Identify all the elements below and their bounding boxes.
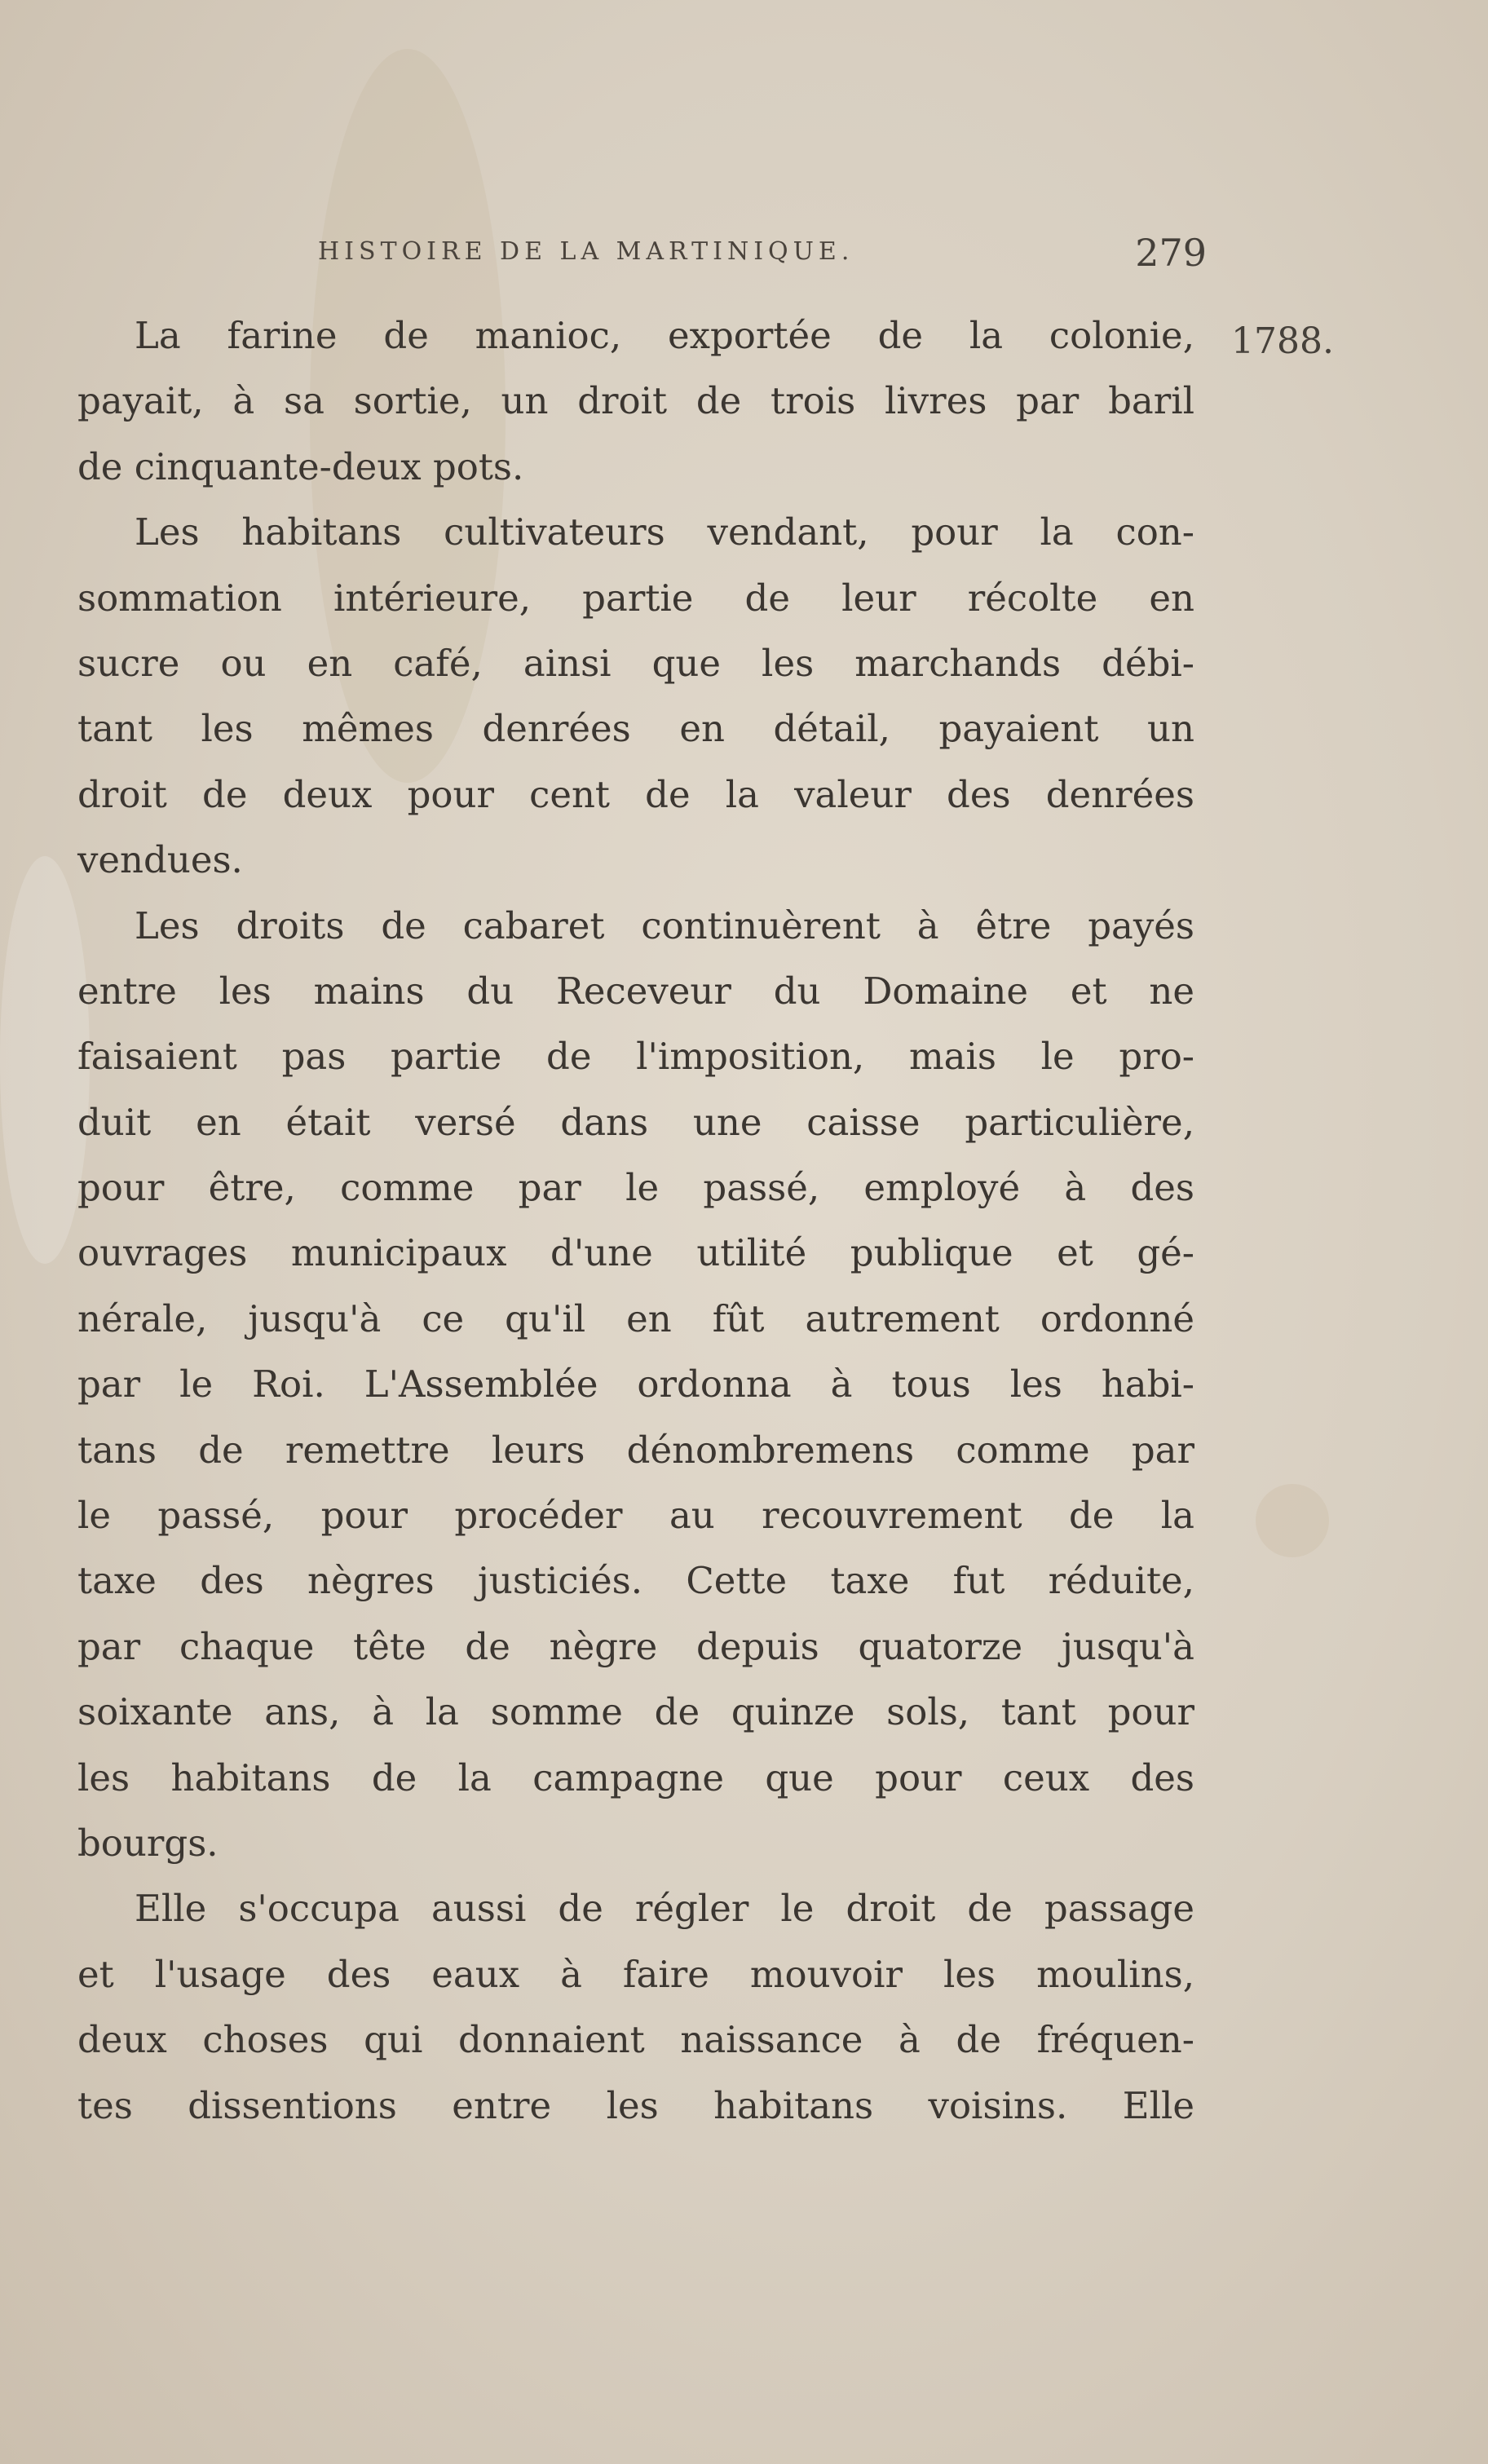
text-line: pour être, comme par le passé, employé à des [77, 1166, 1194, 1210]
text-line: deux choses qui donnaient naissance à de fréquen- [77, 2018, 1194, 2062]
margin-year-note: 1788. [1231, 320, 1334, 362]
text-line: vendues. [77, 838, 243, 882]
text-line: de cinquante-deux pots. [77, 444, 524, 488]
text-line: sommation intérieure, partie de leur récolte en [77, 576, 1194, 620]
text-line: et l'usage des eaux à faire mouvoir les moulins, [77, 1952, 1194, 1996]
running-title: HISTOIRE DE LA MARTINIQUE. [318, 237, 854, 266]
text-line: bourgs. [77, 1821, 219, 1865]
text-line: par chaque tête de nègre depuis quatorze jusqu'à [77, 1624, 1194, 1668]
text-line: Les habitans cultivateurs vendant, pour la con- [135, 510, 1194, 554]
body-text [77, 303, 1194, 2139]
text-line: tes dissentions entre les habitans voisins. Elle [77, 2083, 1194, 2127]
text-line: faisaient pas partie de l'imposition, mais le pro- [77, 1035, 1194, 1079]
text-line: taxe des nègres justiciés. Cette taxe fut réduite, [77, 1559, 1194, 1603]
text-line: ouvrages municipaux d'une utilité publique et gé- [77, 1231, 1194, 1275]
text-line: Les droits de cabaret continuèrent à être payés [135, 903, 1194, 947]
page-number: 279 [1135, 231, 1207, 275]
text-line: soixante ans, à la somme de quinze sols, tant pour [77, 1690, 1194, 1734]
text-line: par le Roi. L'Assemblée ordonna à tous les habi- [77, 1362, 1194, 1406]
text-line: droit de deux pour cent de la valeur des denrées [77, 772, 1194, 816]
text-line: payait, à sa sortie, un droit de trois livres par baril [77, 379, 1194, 423]
text-line: La farine de manioc, exportée de la colonie, [135, 314, 1194, 357]
text-line: les habitans de la campagne que pour ceux des [77, 1755, 1194, 1799]
text-line: tant les mêmes denrées en détail, payaient un [77, 707, 1194, 751]
text-line: sucre ou en café, ainsi que les marchands débi- [77, 641, 1194, 685]
text-line: tans de remettre leurs dénombremens comme par [77, 1428, 1194, 1472]
text-line: entre les mains du Receveur du Domaine et ne [77, 969, 1194, 1013]
running-head [318, 231, 1207, 280]
text-line: Elle s'occupa aussi de régler le droit de passage [135, 1887, 1194, 1931]
text-line: duit en était versé dans une caisse particulière, [77, 1100, 1194, 1144]
text-line: le passé, pour procéder au recouvrement de la [77, 1494, 1194, 1538]
text-line: nérale, jusqu'à ce qu'il en fût autrement ordonné [77, 1296, 1194, 1340]
